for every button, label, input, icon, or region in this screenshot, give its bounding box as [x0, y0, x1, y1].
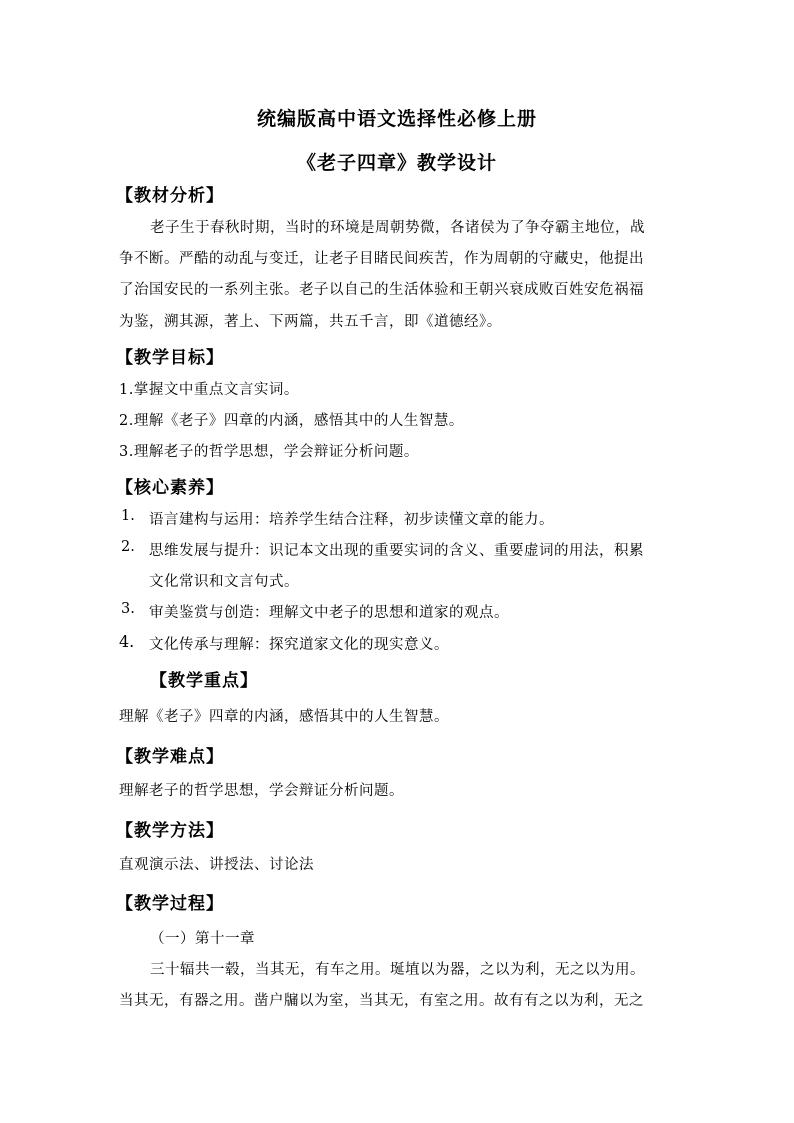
- list-number: 2.: [121, 539, 135, 555]
- list-number: 1.: [121, 508, 135, 524]
- document-subtitle: 《老子四章》教学设计: [296, 152, 497, 174]
- key-points-text: 理解《老子》四章的内涵，感悟其中的人生智慧。: [119, 709, 449, 725]
- heading-core-literacy: 【核心素养】: [116, 478, 224, 498]
- list-number: 3.: [121, 601, 135, 617]
- difficulties-text: 理解老子的哲学思想，学会辩证分析问题。: [119, 783, 404, 799]
- literacy-item: 思维发展与提升：识记本文出现的重要实词的含义、重要虚词的用法，积累: [149, 543, 644, 559]
- heading-teaching-process: 【教学过程】: [116, 894, 224, 914]
- heading-teaching-objectives: 【教学目标】: [116, 348, 224, 368]
- literacy-item-continued: 文化常识和文言句式。: [149, 574, 299, 590]
- methods-text: 直观演示法、讲授法、讨论法: [119, 857, 314, 873]
- heading-difficulties: 【教学难点】: [116, 747, 224, 767]
- heading-textbook-analysis: 【教材分析】: [116, 186, 224, 206]
- literacy-item: 文化传承与理解：探究道家文化的现实意义。: [149, 637, 449, 653]
- paragraph-line: 三十辐共一毂，当其无，有车之用。埏埴以为器，之以为利，无之以为用。: [150, 962, 645, 978]
- objective-item: 2.理解《老子》四章的内涵，感悟其中的人生智慧。: [119, 413, 464, 429]
- literacy-item: 语言建构与运用：培养学生结合注释，初步读懂文章的能力。: [149, 512, 554, 528]
- paragraph-line: 老子生于春秋时期，当时的环境是周朝势微，各诸侯为了争夺霸主地位，战: [150, 220, 645, 236]
- literacy-item: 审美鉴赏与创造：理解文中老子的思想和道家的观点。: [149, 605, 509, 621]
- process-subheading: （一）第十一章: [150, 931, 255, 947]
- heading-key-points: 【教学重点】: [150, 671, 258, 691]
- paragraph-line: 当其无，有器之用。凿户牖以为室，当其无，有室之用。故有有之以为利，无之: [119, 993, 644, 1009]
- paragraph-line: 了治国安民的一系列主张。老子以自己的生活体验和王朝兴衰成败百姓安危祸福: [119, 282, 644, 298]
- paragraph-line: 争不断。严酷的动乱与变迁，让老子目睹民间疾苦，作为周朝的守藏史，他提出: [119, 251, 644, 267]
- objective-item: 1.掌握文中重点文言实词。: [119, 382, 299, 398]
- list-number: 4.: [119, 632, 135, 651]
- paragraph-line: 为鉴，溯其源，著上、下两篇，共五千言，即《道德经》。: [119, 314, 502, 330]
- heading-teaching-methods: 【教学方法】: [116, 821, 224, 841]
- document-title: 统编版高中语文选择性必修上册: [256, 108, 537, 130]
- objective-item: 3.理解老子的哲学思想，学会辩证分析问题。: [119, 444, 419, 460]
